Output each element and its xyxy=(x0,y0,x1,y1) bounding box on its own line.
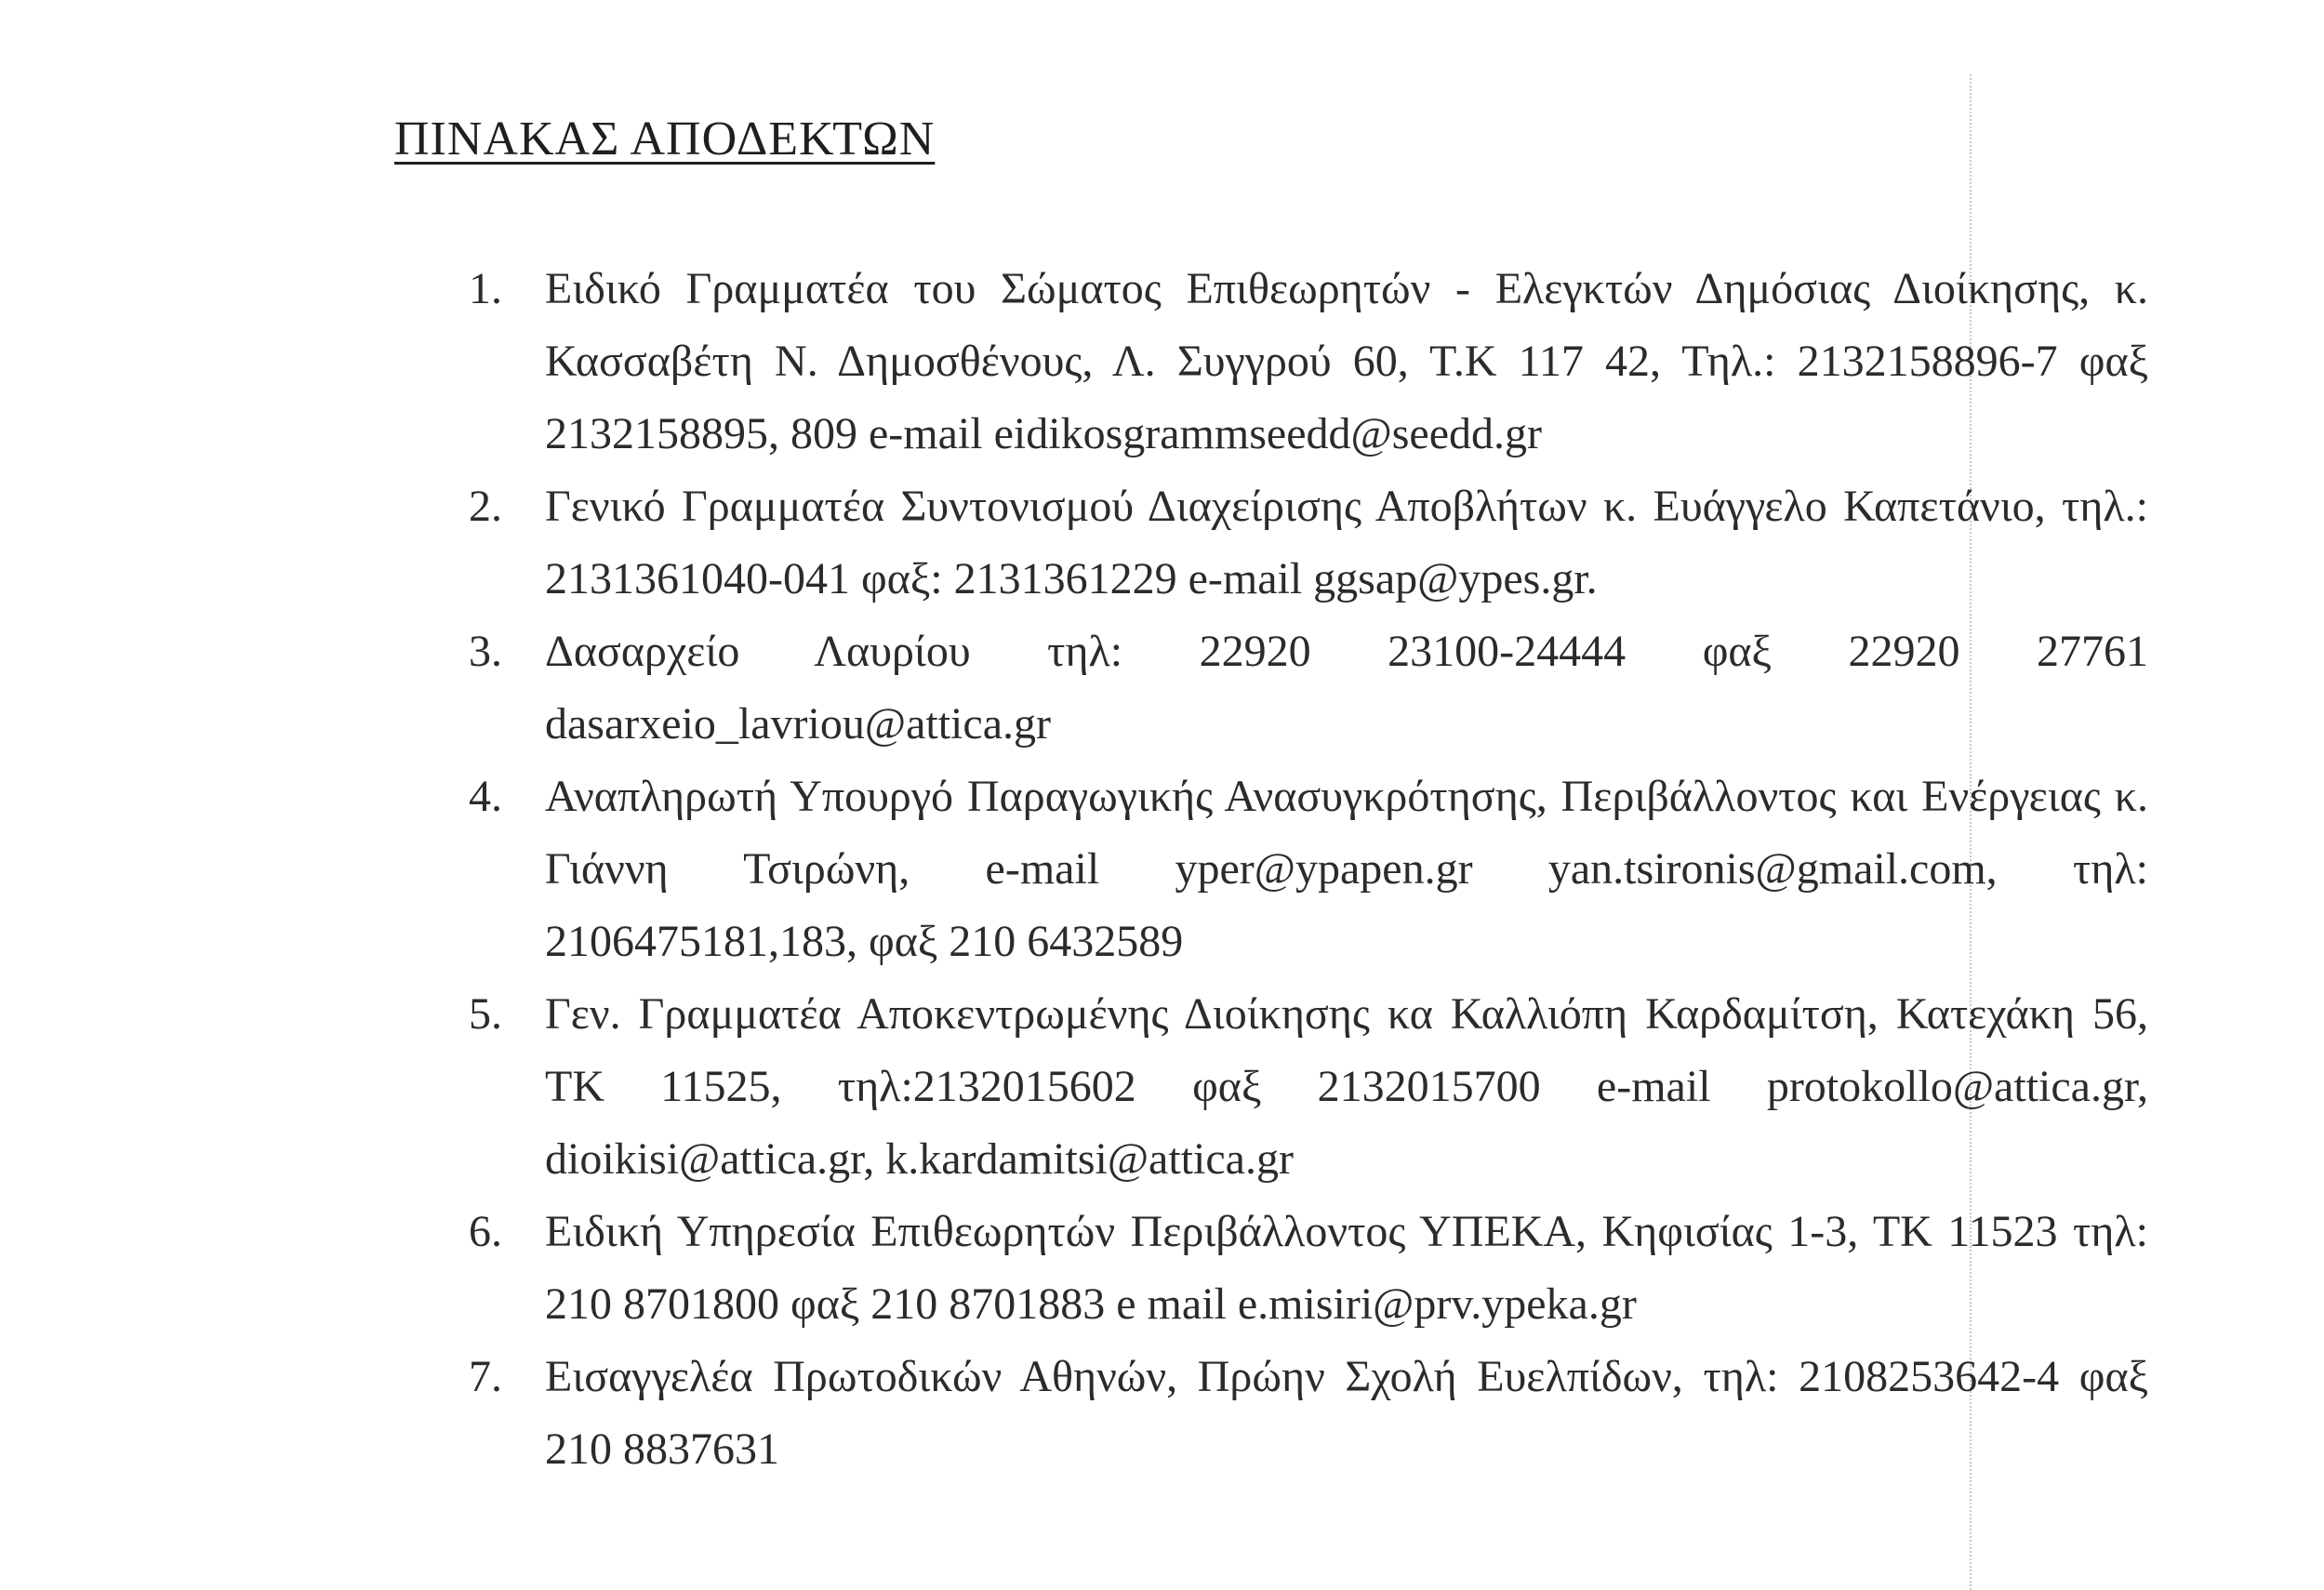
recipient-list xyxy=(456,253,2148,1486)
recipient-number: 6. xyxy=(469,1207,502,1256)
recipient-number: 3. xyxy=(469,627,502,676)
recipient-item xyxy=(456,470,2148,616)
recipient-text: Αναπληρωτή Υπουργό Παραγωγικής Ανασυγκρότησης, Περιβάλλοντος και Ενέργειας κ. Γιάννη Τσιρώνη, e-mail yper@ypapen.gr yan.tsironis@gmail.com, τηλ: 2106475181,183, φαξ 210 6432589 xyxy=(545,772,2148,966)
recipient-item xyxy=(456,253,2148,470)
recipient-item xyxy=(456,1196,2148,1341)
recipient-item xyxy=(456,978,2148,1196)
document-title: ΠΙΝΑΚΑΣ ΑΠΟΔΕΚΤΩΝ xyxy=(394,113,936,166)
recipient-text: Ειδική Υπηρεσία Επιθεωρητών Περιβάλλοντος ΥΠΕΚΑ, Κηφισίας 1-3, ΤΚ 11523 τηλ: 210 8701800 φαξ 210 8701883 e mail e.misiri@prv.ypeka.gr xyxy=(545,1207,2148,1329)
recipient-item xyxy=(456,761,2148,978)
recipient-text: Γενικό Γραμματέα Συντονισμού Διαχείρισης Αποβλήτων κ. Ευάγγελο Καπετάνιο, τηλ.: 2131361040-041 φαξ: 2131361229 e-mail ggsap@ypes.gr. xyxy=(545,482,2148,603)
recipient-item xyxy=(456,616,2148,761)
recipient-number: 5. xyxy=(469,989,502,1039)
recipient-number: 7. xyxy=(469,1352,502,1401)
recipient-item xyxy=(456,1341,2148,1486)
recipient-text: Δασαρχείο Λαυρίου τηλ: 22920 23100-24444 φαξ 22920 27761 dasarxeio_lavriou@attica.gr xyxy=(545,627,2148,749)
recipient-number: 2. xyxy=(469,482,502,531)
recipient-text: Γεν. Γραμματέα Αποκεντρωμένης Διοίκησης κα Καλλιόπη Καρδαμίτση, Κατεχάκη 56, ΤΚ 11525, τηλ:2132015602 φαξ 2132015700 e-mail protokollo@attica.gr, dioikisi@attica.gr, k.kardamitsi@attica.gr xyxy=(545,989,2148,1184)
recipient-number: 4. xyxy=(469,772,502,821)
recipient-text: Εισαγγελέα Πρωτοδικών Αθηνών, Πρώην Σχολή Ευελπίδων, τηλ: 2108253642-4 φαξ 210 8837631 xyxy=(545,1352,2148,1474)
recipient-text: Ειδικό Γραμματέα του Σώματος Επιθεωρητών - Ελεγκτών Δημόσιας Διοίκησης, κ. Κασσαβέτη Ν. Δημοσθένους, Λ. Συγγρού 60, Τ.Κ 117 42, Τηλ.: 2132158896-7 φαξ 2132158895, 809 e-mail eidikosgrammseedd@seedd.gr xyxy=(545,264,2148,458)
recipient-number: 1. xyxy=(469,264,502,313)
